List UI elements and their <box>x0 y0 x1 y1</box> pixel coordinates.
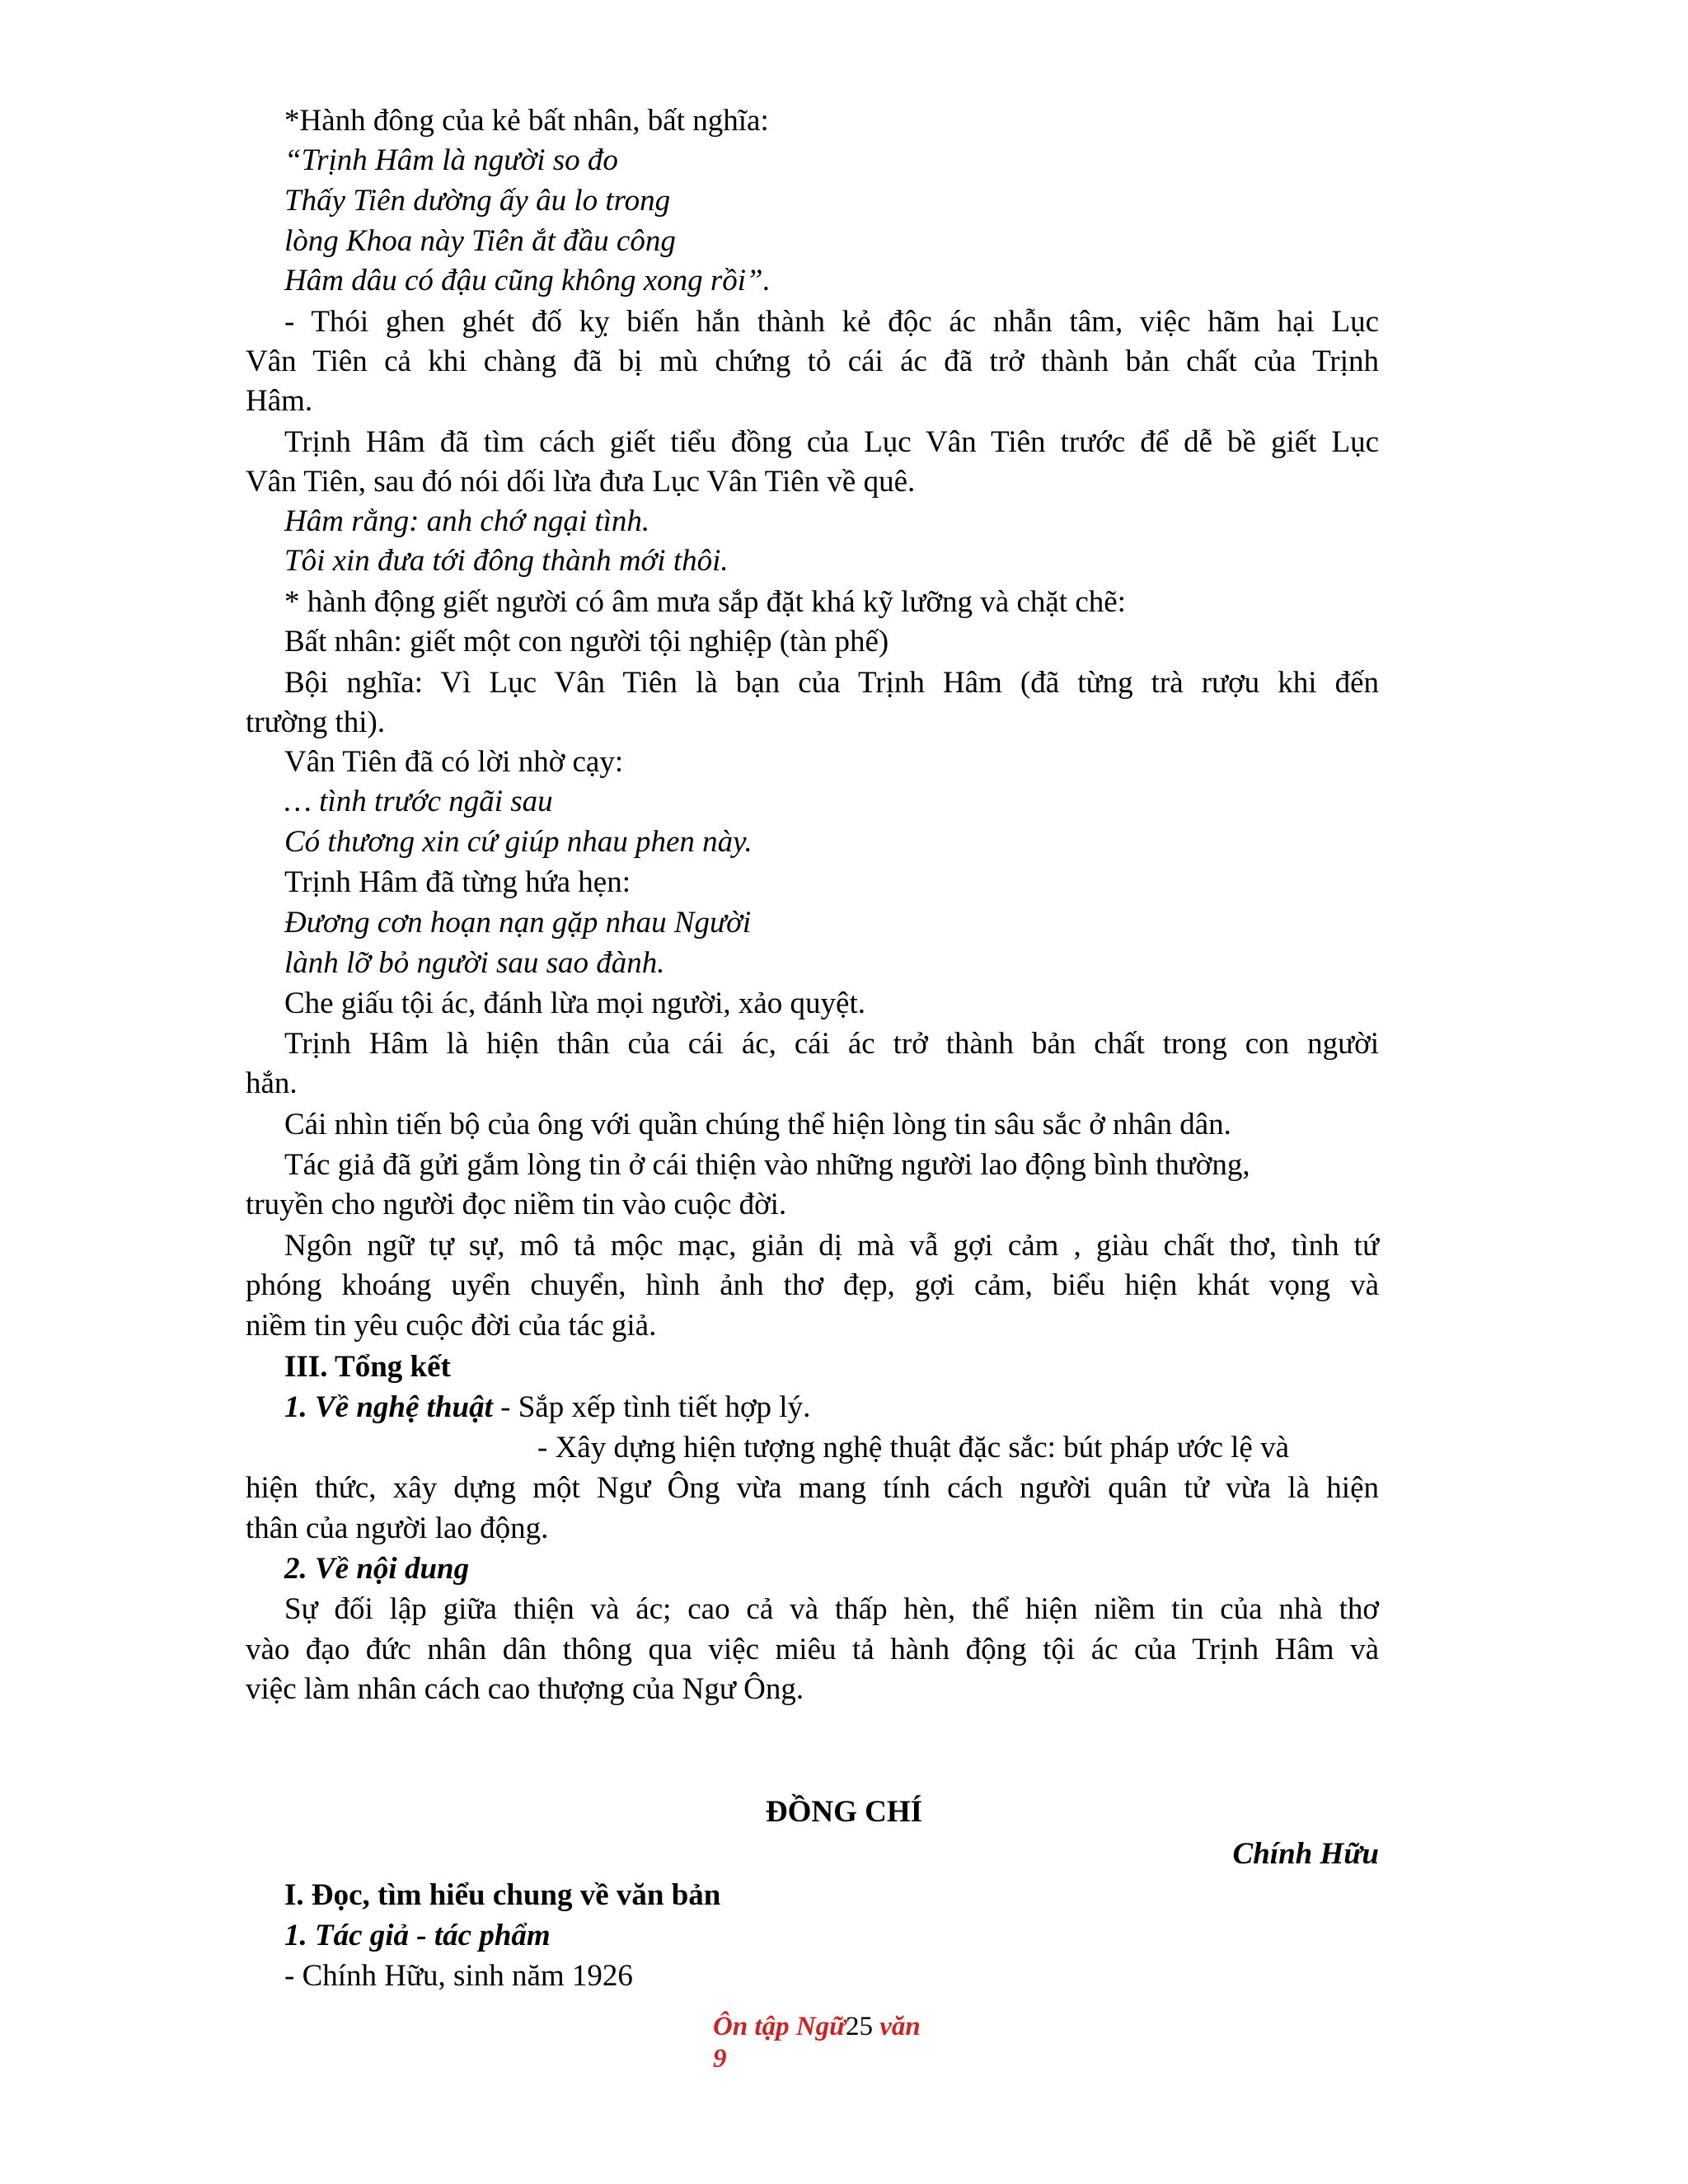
page-footer <box>713 2013 921 2041</box>
body-line: Trịnh Hâm là hiện thân của cái ác, cái ác trở thành bản chất trong con người <box>284 1027 1379 1061</box>
body-line: - Chính Hữu, sinh năm 1926 <box>284 1959 633 1993</box>
body-line: Vân Tiên cả khi chàng đã bị mù chứng tỏ cái ác đã trở thành bản chất của Trịnh <box>246 344 1379 378</box>
body-line: phóng khoáng uyển chuyển, hình ảnh thơ đẹp, gợi cảm, biểu hiện khát vọng và <box>246 1268 1379 1302</box>
poem-line: Hâm dâu có đậu cũng không xong rồi”. <box>284 264 771 298</box>
poem-line: “Trịnh Hâm là người so đo <box>284 143 618 177</box>
body-line: * hành động giết người có âm mưa sắp đặt khá kỹ lưỡng và chặt chẽ: <box>284 585 1126 619</box>
body-line: Trịnh Hâm đã từng hứa hẹn: <box>284 865 631 899</box>
footer-label: 9 <box>713 2044 727 2074</box>
subheading: 1. Tác giả - tác phẩm <box>284 1919 551 1952</box>
body-line: Bất nhân: giết một con người tội nghiệp (tàn phế) <box>284 625 889 658</box>
poem-line: Có thương xin cứ giúp nhau phen này. <box>284 825 753 859</box>
poem-line: lòng Khoa này Tiên ắt đầu công <box>284 224 676 258</box>
poem-line: Hâm rằng: anh chớ ngại tình. <box>284 504 650 538</box>
body-line: trường thi). <box>246 705 386 739</box>
body-line: Hâm. <box>246 384 313 418</box>
footer-label: văn <box>872 2012 921 2041</box>
body-line: Bội nghĩa: Vì Lục Vân Tiên là bạn của Trịnh Hâm (đã từng trà rượu khi đến <box>284 666 1379 700</box>
page-number: 25 <box>845 2012 873 2041</box>
poem-title: ĐỒNG CHÍ <box>765 1795 923 1829</box>
body-line: Tác giả đã gửi gắm lòng tin ở cái thiện vào những người lao động bình thường, <box>284 1148 1250 1182</box>
body-line: Trịnh Hâm đã tìm cách giết tiểu đồng của Lục Vân Tiên trước để dễ bề giết Lục <box>284 425 1379 459</box>
poem-line: Thấy Tiên dường ấy âu lo trong <box>284 184 671 218</box>
body-line: hiện thức, xây dựng một Ngư Ông vừa mang tính cách người quân tử vừa là hiện <box>246 1471 1379 1505</box>
body-line: - Thói ghen ghét đố kỵ biến hắn thành kẻ độc ác nhẫn tâm, việc hãm hại Lục <box>284 305 1379 339</box>
body-line <box>284 1392 810 1422</box>
poem-line: … tình trước ngãi sau <box>284 785 553 818</box>
body-line: truyền cho người đọc niềm tin vào cuộc đời. <box>246 1188 787 1221</box>
body-line: thân của người lao động. <box>246 1511 549 1545</box>
section-heading: III. Tổng kết <box>284 1350 451 1384</box>
body-line: *Hành đông của kẻ bất nhân, bất nghĩa: <box>284 104 769 138</box>
poem-line: Tôi xin đưa tới đông thành mới thôi. <box>284 544 729 578</box>
body-line: Cái nhìn tiến bộ của ông với quần chúng thể hiện lòng tin sâu sắc ở nhân dân. <box>284 1108 1231 1141</box>
poem-author: Chính Hữu <box>1232 1837 1379 1871</box>
poem-line: Đương cơn hoạn nạn gặp nhau Người <box>284 906 752 940</box>
body-line: Sự đối lập giữa thiện và ác; cao cả và thấp hèn, thể hiện niềm tin của nhà thơ <box>284 1592 1379 1626</box>
body-line: hắn. <box>246 1066 298 1100</box>
subheading: 2. Về nội dung <box>284 1552 470 1586</box>
body-line: Che giấu tội ác, đánh lừa mọi người, xảo quyệt. <box>284 987 865 1020</box>
section-heading: I. Đọc, tìm hiểu chung về văn bản <box>284 1878 721 1912</box>
poem-line: lành lỡ bỏ người sau sao đành. <box>284 946 665 980</box>
body-line: Vân Tiên, sau đó nói dối lừa đưa Lục Vân Tiên về quê. <box>246 465 916 499</box>
body-text: - Sắp xếp tình tiết hợp lý. <box>492 1390 811 1424</box>
body-line: Ngôn ngữ tự sự, mô tả mộc mạc, giản dị mà vẫ gợi cảm , giàu chất thơ, tình tứ <box>284 1229 1379 1263</box>
body-line: việc làm nhân cách cao thượng của Ngư Ông. <box>246 1672 804 1706</box>
body-line: Vân Tiên đã có lời nhờ cạy: <box>284 745 624 779</box>
body-line: - Xây dựng hiện tượng nghệ thuật đặc sắc: bút pháp ước lệ và <box>537 1431 1290 1465</box>
subheading: 1. Về nghệ thuật <box>284 1390 493 1424</box>
footer-label: Ôn tập Ngữ <box>713 2012 846 2041</box>
body-line: niềm tin yêu cuộc đời của tác giả. <box>246 1309 657 1343</box>
body-line: vào đạo đức nhân dân thông qua việc miêu tả hành động tội ác của Trịnh Hâm và <box>246 1633 1379 1666</box>
